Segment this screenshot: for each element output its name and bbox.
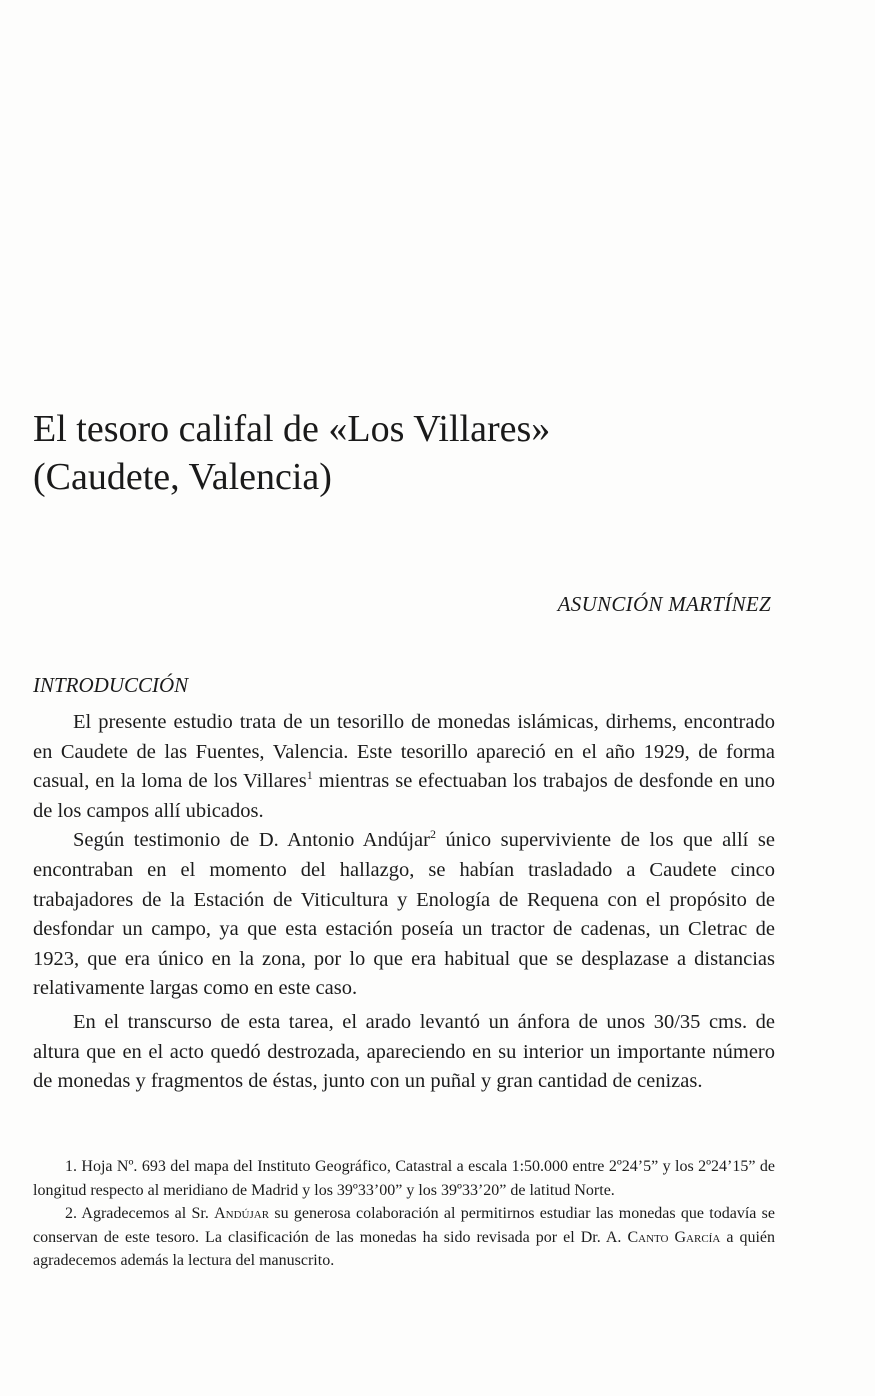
paragraph-1 bbox=[33, 708, 775, 826]
footnote-1-number: 1. bbox=[65, 1158, 77, 1175]
footnote-ref-1: 1 bbox=[306, 768, 313, 783]
footnote-2-number: 2. bbox=[65, 1205, 77, 1222]
footnote-2 bbox=[33, 1202, 775, 1273]
footnote-2-text-b: su generosa colaboración al permitirnos estudiar las monedas que todavía se conservan de este tesoro. La clasificación de las monedas ha sido revisada por el Dr. A. bbox=[33, 1205, 775, 1246]
footnote-2-name-canto: Canto García bbox=[627, 1228, 721, 1246]
paragraph-3: En el transcurso de esta tarea, el arado levantó un ánfora de unos 30/35 cms. de altura que en el acto quedó destrozada, apareciendo en su interior un importante número de monedas y fragmentos de éstas, junto con un puñal y gran cantidad de cenizas. bbox=[33, 1010, 775, 1093]
body-text bbox=[33, 708, 775, 1097]
footnote-ref-2: 2 bbox=[429, 827, 436, 842]
paragraph-1-text-a: El presente estudio trata de un tesorillo de monedas islámicas, dirhems, encontrado en Caudete de las Fuentes, Valencia. Este tesorillo apareció en el año 1929, de forma casual, en la loma de los Villares bbox=[33, 711, 775, 793]
footnote-1-text: Hoja Nº. 693 del mapa del Instituto Geográfico, Catastral a escala 1:50.000 entre 2º24’5” y los 2º24’15” de longitud respecto al meridiano de Madrid y los 39º33’00” y los 39º33’20” de latitud Norte. bbox=[33, 1158, 775, 1199]
footnotes bbox=[33, 1155, 775, 1273]
article-title bbox=[33, 405, 793, 501]
paragraph-2-text-a: Según testimonio de D. Antonio Andújar bbox=[73, 829, 430, 852]
paragraph-1-text-b: mientras se efectuaban los trabajos de desfonde en uno de los campos allí ubicados. bbox=[33, 770, 775, 822]
footnote-2-name-andujar: Andújar bbox=[214, 1205, 270, 1222]
paragraph-2 bbox=[33, 826, 775, 1004]
footnote-2-text-a: Agradecemos al Sr. bbox=[81, 1205, 215, 1222]
article-title-line-1: El tesoro califal de «Los Villares» bbox=[33, 408, 551, 450]
article-title-line-2: (Caudete, Valencia) bbox=[33, 456, 332, 498]
paragraph-2-text-b: único superviviente de los que allí se encontraban en el momento del hallazgo, se habían trasladado a Caudete cinco trabajadores de la Estación de Viticultura y Enología de Requena con el propósito de desfondar un campo, ya que esta estación poseía un tractor de cadenas, un Cletrac de 1923, que era único en la zona, por lo que era habitual que se desplazase a distancias relativamente largas como en este caso. bbox=[33, 829, 775, 1000]
footnote-2-text-c: a quién agradecemos además la lectura del manuscrito. bbox=[33, 1228, 775, 1269]
author-name: ASUNCIÓN MARTÍNEZ bbox=[557, 592, 771, 616]
footnote-1 bbox=[33, 1155, 775, 1202]
section-heading: INTRODUCCIÓN bbox=[33, 673, 189, 697]
